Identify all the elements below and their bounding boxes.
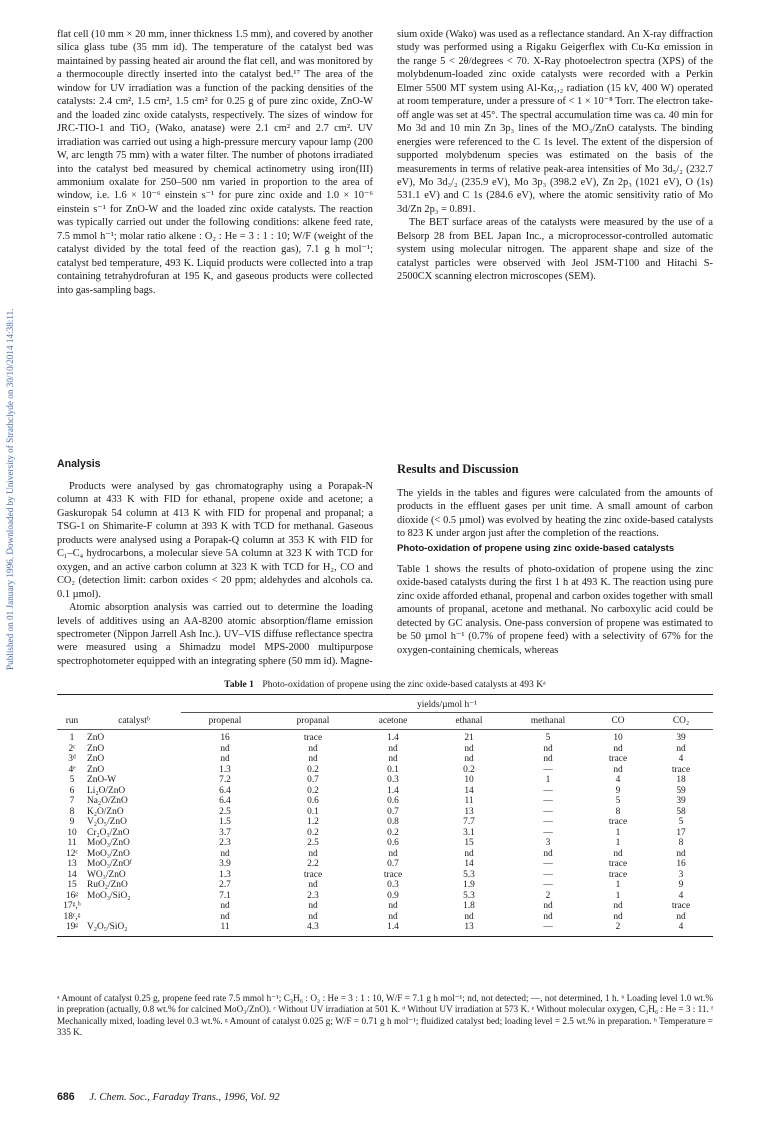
table-cell: 1.4 bbox=[387, 733, 399, 743]
table-cell: 4 bbox=[678, 922, 684, 932]
table-cell: 0.2 bbox=[463, 764, 475, 775]
table-cell: V₂O₅/ZnO bbox=[87, 817, 127, 827]
table-caption-text: Photo-oxidation of propene using the zinc oxide-based catalysts at 493 Kᵃ bbox=[262, 679, 546, 690]
table-cell: 3.1 bbox=[463, 827, 475, 838]
paragraph: Atomic absorption analysis was carried out to determine the loading levels of additives using an AA-8200 atomic absorption/flame emission spectrometer (Nippon Jarrell Ash Inc.). UV–VIS diffuse reflectance spectra were measured using a Shimadzu model MPS-2000 multipurpose spectrophotometer equipped with an integrating sphere (50 mm id). Magne- bbox=[57, 602, 373, 667]
table-cell: 2.5 bbox=[219, 806, 231, 817]
column-header: catalystᵇ bbox=[118, 715, 150, 726]
table-cell: 5 bbox=[545, 733, 551, 743]
table-cell: MoO₃/ZnOᶠ bbox=[87, 859, 132, 869]
table-cell: trace bbox=[608, 859, 628, 869]
table-cell: 2 bbox=[545, 890, 551, 901]
photo-oxidation-paragraph bbox=[397, 563, 713, 657]
table-cell: ZnO bbox=[87, 754, 105, 764]
table-cell: 3ᵈ bbox=[68, 754, 76, 764]
table-cell: nd bbox=[464, 911, 474, 922]
table-row bbox=[57, 796, 713, 807]
table-group-header: yields/µmol h⁻¹ bbox=[417, 700, 477, 710]
table-cell: ZnO-W bbox=[87, 775, 117, 785]
table-cell: 39 bbox=[676, 796, 686, 806]
table-cell: nd bbox=[543, 743, 553, 754]
table-cell: 0.6 bbox=[387, 796, 399, 806]
analysis-section bbox=[57, 480, 373, 668]
table-row bbox=[57, 786, 713, 797]
table-cell: nd bbox=[543, 911, 553, 922]
table-cell: 10 bbox=[464, 775, 474, 785]
table-cell: 1.2 bbox=[307, 817, 319, 827]
table-cell: 2 bbox=[615, 922, 621, 932]
table-cell: 0.3 bbox=[387, 775, 399, 785]
table-cell: — bbox=[543, 880, 553, 890]
table-row bbox=[57, 754, 713, 765]
results-table bbox=[57, 694, 713, 937]
table-cell: 16 bbox=[220, 733, 230, 743]
table-row bbox=[57, 870, 713, 881]
table-cell: Na₂O/ZnO bbox=[87, 796, 128, 806]
paragraph: flat cell (10 mm × 20 mm, inner thickness 1.5 mm), and covered by another silica glass tube (35 mm id). The temperature of the catalyst bed was maintained by passing heated air around the flat cell, and was monitored by a thermocouple directly inserted into the catalyst bed.¹⁷ The area of the window for UV irradiation was a function of the packing densities of the catalysts: 2.4 cm², 1.5 cm², 1.5 cm² for 0.25 g of pure zinc oxide, ZnO-W and the loaded zinc oxide catalysts, respectively. The sizes of window for JRC-TIO-1 and TiO₂ (Wako, anatase) were 2.1 cm² and 2.7 cm². UV irradiation was carried out using a high-pressure mercury vapour lamp (200 W, arc length 75 mm) with a water filter. The number of photons irradiated into the catalyst bed measured by chemical actinometry using iron(III) ammonium oxalate for 250–500 nm varied in proportion to the area of window, i.e. 1.6 × 10⁻⁶ einstein s⁻¹ for pure zinc oxide and 1.0 × 10⁻⁶ einstein s⁻¹ for ZnO-W and the loaded zinc oxide catalysts. The reaction was typically carried out under the following conditions: alkene feed rate, 7.5 mmol h⁻¹; molar ratio alkene : O₂ : He = 3 : 1 : 10; W/F (weight of the catalyst divided by the total feed of the reaction gas), 7.1 g h mol⁻¹; catalyst bed temperature, 493 K. Liquid products were collected into a trap containing tetrahydrofuran at 195 K, and gaseous products were collected into gas-sampling bags. bbox=[57, 29, 373, 296]
table-bottom-rule bbox=[57, 936, 713, 937]
paragraph: The BET surface areas of the catalysts were measured by the use of a Belsorp 28 from BEL Japan Inc., a microprocessor-controlled automatic system using molecular nitrogen. The apparent shape and size of the catalyst particles were observed with Jeol JSM-T100 and Hitachi S-2500CX scanning electron microscopes (SEM). bbox=[397, 217, 713, 283]
table-cell: 5 bbox=[615, 796, 621, 806]
table-cell: 3.9 bbox=[219, 859, 231, 869]
table-cell: — bbox=[543, 806, 553, 817]
table-cell: 1.3 bbox=[219, 869, 231, 880]
table-cell: 15 bbox=[67, 880, 77, 890]
table-cell: 58 bbox=[676, 806, 686, 817]
table-cell: 7.2 bbox=[219, 775, 231, 785]
table-cell: nd bbox=[613, 764, 623, 775]
table-cell: 0.2 bbox=[387, 827, 399, 838]
table-cell: trace bbox=[671, 764, 691, 775]
table-cell: trace bbox=[608, 869, 628, 880]
table-cell: 17 bbox=[676, 827, 686, 838]
table-row bbox=[57, 838, 713, 849]
table-row bbox=[57, 817, 713, 828]
table-cell: 9 bbox=[678, 880, 684, 890]
table-cell: 2.3 bbox=[307, 890, 319, 901]
table-cell: 14 bbox=[67, 869, 77, 880]
table-cell: — bbox=[543, 827, 553, 838]
table-cell: 17ᵍ,ʰ bbox=[63, 901, 81, 911]
table-cell: 0.2 bbox=[307, 827, 319, 838]
table-row bbox=[57, 891, 713, 902]
table-cell: 5 bbox=[678, 817, 684, 827]
table-cell: MoO₃/SiO₂ bbox=[87, 890, 131, 901]
table-cell: 0.7 bbox=[387, 806, 399, 817]
table-cell: Li₂O/ZnO bbox=[87, 785, 126, 796]
table-cell: 1.8 bbox=[463, 901, 475, 911]
table-cell: 2.3 bbox=[219, 838, 231, 848]
table-cell: — bbox=[543, 869, 553, 880]
table-cell: ZnO bbox=[87, 733, 105, 743]
table-cell: nd bbox=[308, 901, 318, 911]
table-cell: 1 bbox=[615, 827, 621, 838]
table-caption bbox=[57, 679, 713, 690]
table-cell: 16 bbox=[676, 859, 686, 869]
table-cell: nd bbox=[613, 743, 623, 754]
table-cell: 3 bbox=[545, 838, 551, 848]
table-cell: 0.1 bbox=[307, 806, 319, 817]
column-header: ethanal bbox=[455, 715, 483, 726]
table-cell: ZnO bbox=[87, 764, 105, 775]
table-cell: nd bbox=[388, 911, 398, 922]
paragraph: sium oxide (Wako) was used as a reflectance standard. An X-ray diffraction study was performed using a Rigaku Geigerflex with Cu-Kα emission in the range 5 < 2θ/degrees < 70. X-Ray photoelectron spectra (XPS) of the molybdenum-loaded zinc oxide catalysts were recorded with a Perkin Elmer 5500 MT system using Al-Kα₁,₂ radiation (15 kV, 400 W) operated at room temperature, under a pressure of < 1 × 10⁻⁸ Torr. The electron take-off angle was set at 45°. The spectral accumulation time was ca. 40 min for Mo 3d and 10 min Zn 3p₃ lines of the MO₃/ZnO catalysts. The binding energies were referenced to the C 1s level. The extent of the dispersion of supported molybdenum species was estimated on the basis of the measurements in terms of relative peak-area intensities of Mo 3d₅/₂ (232.7 eV), Mo 3d₃/₂ (235.9 eV), Mo 3p₃ (398.2 eV), Zn 2p₃ (1021 eV), O (1s) 531.1 eV) and C 1s (284.6 eV), where the atomic sensitivity ratio of Mo 3d/Zn 2p₃ = 0.891. bbox=[397, 29, 713, 215]
table-cell: nd bbox=[220, 754, 230, 764]
table-cell: 12ᶜ bbox=[66, 848, 78, 859]
table-cell: nd bbox=[543, 848, 553, 859]
table-cell: 13 bbox=[67, 859, 77, 869]
table-cell: 4 bbox=[678, 754, 684, 764]
table-row bbox=[57, 849, 713, 860]
table-cell: nd bbox=[464, 743, 474, 754]
table-cell: nd bbox=[308, 743, 318, 754]
table-cell: 4ᵉ bbox=[68, 764, 76, 775]
table-cell: ZnO bbox=[87, 743, 105, 754]
table-cell: nd bbox=[388, 901, 398, 911]
subsection-heading: Photo-oxidation of propene using zinc oxide-based catalysts bbox=[397, 543, 675, 554]
table-cell: 8 bbox=[69, 806, 75, 817]
table-cell: 11 bbox=[464, 796, 474, 806]
table-cell: nd bbox=[613, 848, 623, 859]
table-body bbox=[57, 730, 713, 933]
table-cell: 1 bbox=[545, 775, 551, 785]
table-cell bbox=[87, 912, 181, 923]
table-cell: V₂O₅/SiO₂ bbox=[87, 922, 128, 932]
table-row bbox=[57, 807, 713, 818]
table-cell: 0.1 bbox=[387, 764, 399, 775]
table-cell: nd bbox=[388, 754, 398, 764]
table-cell: 5 bbox=[69, 775, 75, 785]
table-cell: 10 bbox=[613, 733, 623, 743]
table-cell: 11 bbox=[67, 838, 77, 848]
table-row bbox=[57, 744, 713, 755]
paragraph: The yields in the tables and figures were calculated from the amounts of products in the effluent gases per unit time. A small amount of carbon dioxide (< 0.5 µmol) was evolved by heating the zinc oxide-based catalysts to 823 K under argon just after the completion of the reactions. bbox=[397, 488, 713, 540]
table-cell: 1.3 bbox=[219, 764, 231, 775]
table-cell: nd bbox=[308, 754, 318, 764]
table-cell: 6.4 bbox=[219, 785, 231, 796]
table-cell: 6 bbox=[69, 785, 75, 796]
table-cell: 15 bbox=[464, 838, 474, 848]
table-cell: 14 bbox=[464, 785, 474, 796]
table-cell: MoO₃/ZnO bbox=[87, 838, 130, 848]
table-cell: nd bbox=[388, 743, 398, 754]
table-cell: 21 bbox=[464, 733, 474, 743]
table-cell: trace bbox=[608, 754, 628, 764]
table-cell: nd bbox=[464, 848, 474, 859]
table-cell: 5.3 bbox=[463, 890, 475, 901]
table-cell bbox=[87, 901, 181, 912]
table-cell: trace bbox=[303, 733, 323, 743]
table-cell: 19ᵍ bbox=[65, 922, 79, 932]
download-watermark bbox=[2, 30, 16, 670]
table bbox=[57, 695, 713, 933]
table-cell: Cr₂O₃/ZnO bbox=[87, 827, 130, 838]
table-cell: 4 bbox=[615, 775, 621, 785]
table-cell: nd bbox=[220, 743, 230, 754]
table-cell: 14 bbox=[464, 859, 474, 869]
table-cell: 18 bbox=[676, 775, 686, 785]
table-cell: — bbox=[543, 859, 553, 869]
analysis-heading: Analysis bbox=[57, 458, 101, 470]
table-cell: trace bbox=[383, 869, 403, 880]
table-footnotes: ᵃ Amount of catalyst 0.25 g, propene feed rate 7.5 mmol h⁻¹; C₃H₆ : O₂ : He = 3 : 1 : 10, W/F = 7.1 g h mol⁻¹; nd, not detected; —, not determined, 1 h. ᵇ Loading level 1.0 wt.% in prepration (actually, 0.8 wt.% for calcined MoO₃/ZnO). ᶜ Without UV irradiation at 501 K. ᵈ Without UV irradiation at 573 K. ᵉ Without molecular oxygen, C₃H₆ : He = 3 : 11. ᶠ Mechanically mixed, loading level 0.3 wt.%. ᵍ Amount of catalyst 0.025 g; W/F = 0.71 g h mol⁻¹; fluidized catalyst bed; loading level = 2.5 wt.% in preparation. ʰ Temperature = 335 K. bbox=[57, 993, 713, 1038]
table-cell: nd bbox=[676, 848, 686, 859]
table-cell: 8 bbox=[678, 838, 684, 848]
table-row bbox=[57, 912, 713, 923]
table-row bbox=[57, 901, 713, 912]
table-label: Table 1 bbox=[224, 679, 254, 690]
table-cell: 7 bbox=[69, 796, 75, 806]
table-cell: 0.2 bbox=[307, 785, 319, 796]
table-cell: trace bbox=[303, 869, 323, 880]
table-cell: 9 bbox=[69, 817, 75, 827]
table-cell: nd bbox=[613, 911, 623, 922]
table-cell: 16ᵍ bbox=[65, 890, 79, 901]
table-cell: nd bbox=[220, 911, 230, 922]
table-cell: — bbox=[543, 817, 553, 827]
table-cell: 9 bbox=[615, 785, 621, 796]
table-cell: nd bbox=[220, 848, 230, 859]
table-cell: 0.8 bbox=[387, 817, 399, 827]
column-header: acetone bbox=[378, 715, 408, 726]
table-row bbox=[57, 775, 713, 786]
table-cell: 8 bbox=[615, 806, 621, 817]
table-cell: 1.4 bbox=[387, 922, 399, 932]
table-cell: 13 bbox=[464, 922, 474, 932]
table-row bbox=[57, 880, 713, 891]
table-cell: 0.9 bbox=[387, 890, 399, 901]
table-cell: 1 bbox=[615, 890, 621, 901]
table-cell: nd bbox=[676, 743, 686, 754]
table-cell: 7.7 bbox=[463, 817, 475, 827]
table-cell: 3 bbox=[678, 869, 684, 880]
column-header: methanal bbox=[530, 715, 566, 726]
table-row bbox=[57, 765, 713, 776]
table-cell: nd bbox=[388, 848, 398, 859]
table-cell: 5.3 bbox=[463, 869, 475, 880]
column-header: CO bbox=[611, 715, 625, 726]
paragraph: Products were analysed by gas chromatography using a Porapak-N column at 433 K with FID for ethanal, propene oxide and acetone; a Gaskuropak 54 column at 413 K with FID for propenal and propanal; a TSG-1 on Shimarite-F column at 393 K with TCD for methanal. Gaseous products were analysed using a Porapak-Q column at 353 K with FID for C₁–C₄ hydrocarbons, a molecular sieve 5A column at 323 K with TCD for oxygen, and an active carbon column at 323 K with TCD for H₂, CO and CO₂ (detection limit: carbon oxides < 20 ppm; aldehydes and alcohols ca. 0.1 µmol). bbox=[57, 481, 373, 600]
table-cell: 4.3 bbox=[307, 922, 319, 932]
table-group-header-row bbox=[57, 695, 713, 712]
table-cell: 39 bbox=[676, 733, 686, 743]
table-row bbox=[57, 922, 713, 933]
journal-citation: J. Chem. Soc., Faraday Trans., 1996, Vol. 92 bbox=[89, 1092, 280, 1103]
left-column-top bbox=[57, 28, 373, 297]
table-cell: nd bbox=[543, 754, 553, 764]
table-cell: 1.9 bbox=[463, 880, 475, 890]
table-row bbox=[57, 859, 713, 870]
results-paragraph bbox=[397, 487, 713, 541]
table-cell: — bbox=[543, 764, 553, 775]
table-cell: 18ᶜ,ᵍ bbox=[63, 911, 81, 922]
table-cell: nd bbox=[464, 754, 474, 764]
column-header: propenal bbox=[208, 715, 242, 726]
table-cell: nd bbox=[308, 911, 318, 922]
table-cell: nd bbox=[220, 901, 230, 911]
table-cell: 59 bbox=[676, 785, 686, 796]
table-cell: 2.7 bbox=[219, 880, 231, 890]
table-row bbox=[57, 828, 713, 839]
table-cell: — bbox=[543, 922, 553, 932]
table-cell: 0.6 bbox=[307, 796, 319, 806]
column-header: run bbox=[65, 715, 79, 726]
table-cell: 0.2 bbox=[307, 764, 319, 775]
table-cell: nd bbox=[308, 848, 318, 859]
table-cell: nd bbox=[676, 911, 686, 922]
table-cell: 3.7 bbox=[219, 827, 231, 838]
table-cell: 11 bbox=[220, 922, 230, 932]
page-number: 686 bbox=[57, 1091, 75, 1103]
table-cell: K₂O/ZnO bbox=[87, 806, 124, 817]
table-cell: 2.5 bbox=[307, 838, 319, 848]
right-column-top bbox=[397, 28, 713, 284]
paragraph: Table 1 shows the results of photo-oxidation of propene using the zinc oxide-based catalysts during the first 1 h at 493 K. The reaction using pure zinc oxide afforded ethanal, propenal and carbon oxides together with small amounts of propanal, acetone and methanal. No carboxylic acid could be detected by GC analysis. One-pass conversion of propene was estimated to be 50 µmol h⁻¹ (0.7% of propene feed) with a selectivity of 67% for the oxygen-containing chemicals, whereas bbox=[397, 564, 713, 656]
table-cell: MoO₃/ZnO bbox=[87, 848, 130, 859]
table-header-row bbox=[57, 713, 713, 730]
table-cell: 1.5 bbox=[219, 817, 231, 827]
table-cell: 0.6 bbox=[387, 838, 399, 848]
table-cell: nd bbox=[613, 901, 623, 911]
table-cell: 4 bbox=[678, 890, 684, 901]
column-header: propanal bbox=[296, 715, 330, 726]
table-cell: 1 bbox=[69, 733, 75, 743]
results-heading: Results and Discussion bbox=[397, 462, 519, 476]
table-cell: RuO₂/ZnO bbox=[87, 880, 128, 890]
table-cell: nd bbox=[543, 901, 553, 911]
table-cell: 2.2 bbox=[307, 859, 319, 869]
table-cell: WO₃/ZnO bbox=[87, 869, 126, 880]
table-cell: trace bbox=[671, 901, 691, 911]
table-row bbox=[57, 730, 713, 744]
table-cell: trace bbox=[608, 817, 628, 827]
table-cell: 7.1 bbox=[219, 890, 231, 901]
table-cell: 0.7 bbox=[307, 775, 319, 785]
table-cell: 2ᶜ bbox=[68, 743, 76, 754]
table-cell: 0.7 bbox=[387, 859, 399, 869]
table-cell: 1.4 bbox=[387, 785, 399, 796]
table-cell: 0.3 bbox=[387, 880, 399, 890]
table-cell: — bbox=[543, 796, 553, 806]
column-header: CO₂ bbox=[672, 715, 690, 726]
table-cell: 1 bbox=[615, 880, 621, 890]
table-cell: 1 bbox=[615, 838, 621, 848]
table-cell: — bbox=[543, 785, 553, 796]
table-cell: nd bbox=[308, 880, 318, 890]
table-cell: 10 bbox=[67, 827, 77, 838]
table-cell: 13 bbox=[464, 806, 474, 817]
table-cell: 6.4 bbox=[219, 796, 231, 806]
page-footer bbox=[57, 1091, 280, 1103]
download-watermark-text: Published on 01 January 1996. Downloaded by University of Strathclyde on 30/10/2014 14:38:11. bbox=[5, 308, 15, 670]
